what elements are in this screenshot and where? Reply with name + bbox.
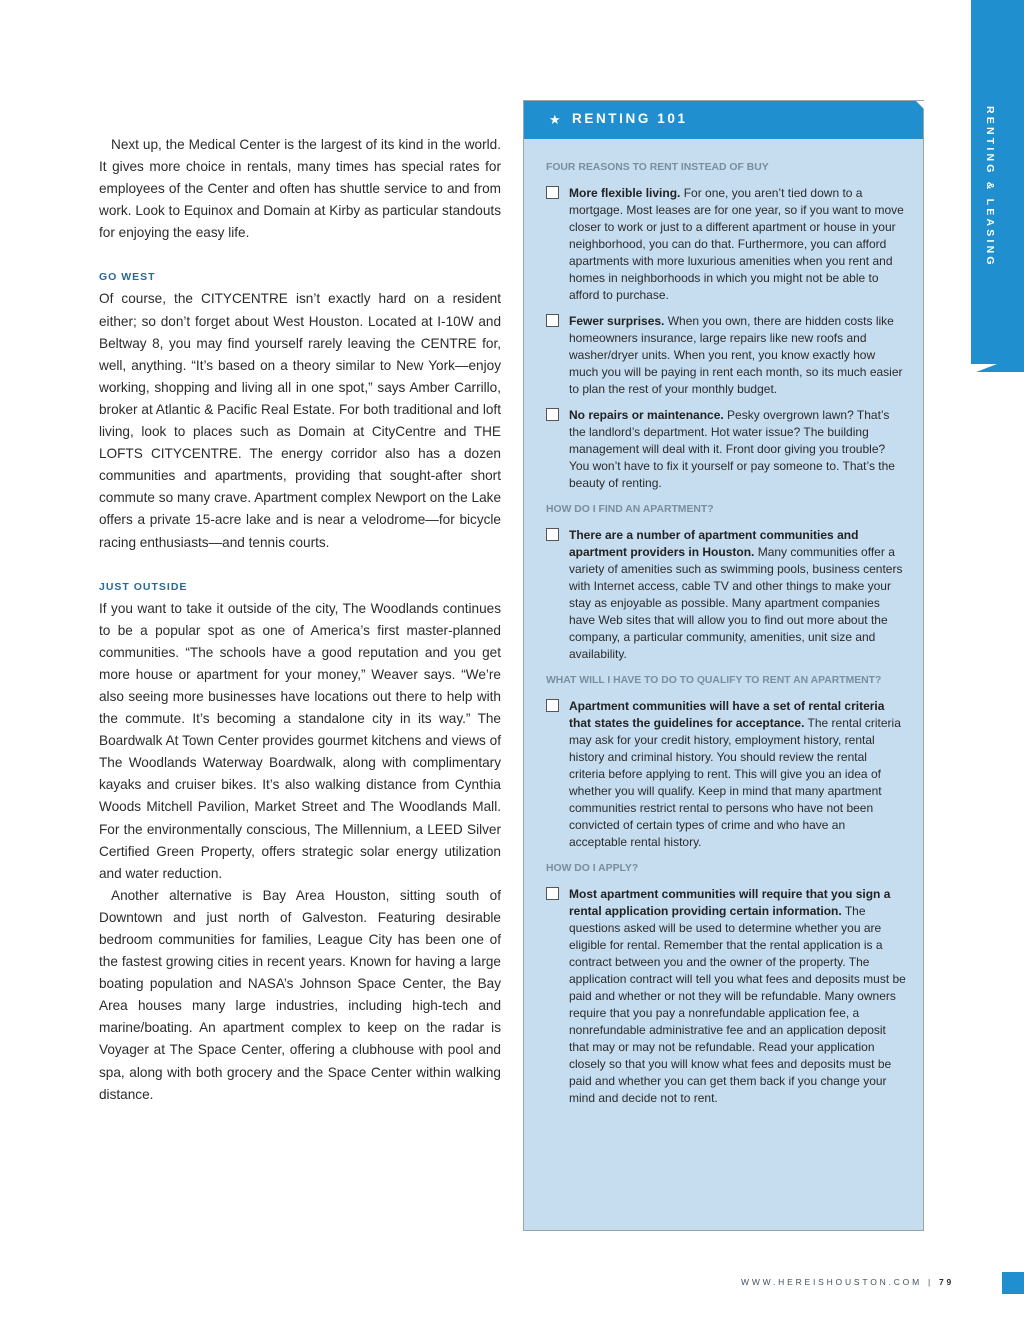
checklist-item bbox=[546, 313, 906, 398]
checklist-item bbox=[546, 698, 906, 851]
checklist-item bbox=[546, 527, 906, 663]
sidebar-title: RENTING 101 bbox=[572, 111, 688, 126]
article-paragraph: Of course, the CITYCENTRE isn’t exactly hard on a resident either; so don’t forget about West Houston. Located at I-10W and Beltway 8, you may find yourself rarely leaving the CENTRE for, well, anything. “It’s based on a theory similar to New York—enjoy working, shopping and living all in one spot,” says Amber Carrillo, broker at Atlantic & Pacific Real Estate. For both traditional and loft living, look to places such as Domain at CityCentre and THE LOFTS CITYCENTRE. The energy corridor also has a dozen communities and apartments, providing that sought-after short commute so many crave. Apartment complex Newport on the Lake offers a private 15-acre lake and is near a velodrome—for bicycle racing enthusiasts—and tennis courts. bbox=[99, 291, 501, 550]
checklist-item bbox=[546, 185, 906, 304]
sidebar-header bbox=[524, 101, 923, 139]
footer-accent-square bbox=[1002, 1272, 1024, 1294]
checklist-item bbox=[546, 886, 906, 1107]
checklist-item bbox=[546, 407, 906, 492]
item-text: Pesky overgrown lawn? That’s the landlord’s department. Hot water issue? The building management will deal with it. Front door giving you trouble? You won’t have to fix it yourself or pay someone to. That’s the beauty of renting. bbox=[569, 408, 895, 490]
subhead-just-outside: JUST OUTSIDE bbox=[99, 580, 188, 593]
checkbox-icon bbox=[546, 528, 559, 541]
article-column bbox=[99, 134, 501, 1106]
renting-101-sidebar bbox=[523, 100, 924, 1231]
sidebar-question: HOW DO I APPLY? bbox=[546, 863, 639, 874]
article-paragraph: Another alternative is Bay Area Houston, sitting south of Downtown and just north of Galveston. Featuring desirable bedroom communities for families, League City has been one of the fastest growing cities in recent years. Known for having a large boating population and NASA’s Johnson Space Center, the Bay Area houses many large industries, including high-tech and marine/boating. An apartment complex to keep on the radar is Voyager at The Space Center, offering a clubhouse with pool and spa, along with both grocery and the Space Center within walking distance. bbox=[99, 887, 501, 1102]
checkbox-icon bbox=[546, 314, 559, 327]
page-footer bbox=[741, 1277, 954, 1287]
sidebar-question: WHAT WILL I HAVE TO DO TO QUALIFY TO RENT AN APARTMENT? bbox=[546, 675, 882, 686]
page-number: 79 bbox=[938, 1277, 955, 1287]
sidebar-question: FOUR REASONS TO RENT INSTEAD OF BUY bbox=[546, 162, 769, 173]
subhead-go-west: GO WEST bbox=[99, 271, 156, 284]
footer-separator: | bbox=[927, 1277, 933, 1287]
item-text: The questions asked will be used to determine whether you are eligible for rental. Remember that the rental application is a contract between you and the owner of the property. The application contract will tell you what fees and deposits must be paid and whether or not they will be refundable. Many owners require that you pay a nonrefundable application fee, a nonrefundable administrative fee and an application deposit that may or may not be refundable. Read your application closely so that you will know what fees and deposits must be paid and whether you can get them back if you change your mind and decide not to rent. bbox=[569, 904, 906, 1105]
item-lead: There are a number of apartment communities and apartment providers in Houston. bbox=[569, 528, 859, 559]
item-text: The rental criteria may ask for your credit history, employment history, rental history and criminal history. You should review the rental criteria before applying to rent. This will give you an idea of whether you will qualify. Keep in mind that many apartment communities restrict rental to persons who have not been convicted of certain types of crime and who have an acceptable rental history. bbox=[569, 716, 901, 849]
sidebar-body bbox=[546, 159, 906, 1116]
section-tab-label: RENTING & LEASING bbox=[984, 106, 996, 268]
item-lead: Most apartment communities will require that you sign a rental application providing certain information. bbox=[569, 887, 891, 918]
star-icon: ★ bbox=[549, 112, 561, 127]
footer-url: WWW.HEREISHOUSTON.COM bbox=[741, 1277, 922, 1287]
item-lead: More flexible living. bbox=[569, 186, 681, 200]
checkbox-icon bbox=[546, 408, 559, 421]
checkbox-icon bbox=[546, 699, 559, 712]
item-lead: No repairs or maintenance. bbox=[569, 408, 724, 422]
item-text: Many communities offer a variety of amenities such as swimming pools, business centers with Internet access, cable TV and other things to make your stay as enjoyable as possible. Many apartment companies have Web sites that will allow you to find out more about the company, a particular community, amenities, unit size and availability. bbox=[569, 545, 903, 661]
item-lead: Apartment communities will have a set of rental criteria that states the guidelines for acceptance. bbox=[569, 699, 885, 730]
article-paragraph: If you want to take it outside of the city, The Woodlands continues to be a popular spot as one of America’s first master-planned communities. “The schools have a good reputation and you get more house or apartment for your money,” Weaver says. “We’re also seeing more businesses have locations out there to help with the commute. It’s becoming a standalone city in its way.” The Boardwalk At Town Center provides gourmet kitchens and views of The Woodlands Waterway Boardwalk, along with complimentary kayaks and cruiser bikes. It’s also walking distance from Cynthia Woods Mitchell Pavilion, Market Street and The Woodlands Mall. For the environmentally conscious, The Millennium, a LEED Silver Certified Green Property, offers strategic solar energy utilization and water reduction. bbox=[99, 600, 501, 881]
item-text: For one, you aren’t tied down to a mortgage. Most leases are for one year, so if you want to move closer to work or just to a different apartment or house in your neighborhood, you can do that. Furthermore, you can afford apartments with more luxurious amenities when you rent and homes in neighborhoods in which you might not be able to afford to purchase. bbox=[569, 186, 904, 302]
item-lead: Fewer surprises. bbox=[569, 314, 665, 328]
article-paragraph: Next up, the Medical Center is the largest of its kind in the world. It gives more choice in rentals, many times has special rates for employees of the Center and often has shuttle service to and from work. Look to Equinox and Domain at Kirby as particular standouts for enjoying the easy life. bbox=[99, 137, 501, 241]
section-tab bbox=[971, 0, 1024, 372]
item-text: When you own, there are hidden costs like homeowners insurance, large repairs like new roofs and washer/dryer units. When you rent, you know exactly how much you will be paying in rent each month, so its much easier to plan the rest of your monthly budget. bbox=[569, 314, 903, 396]
sidebar-question: HOW DO I FIND AN APARTMENT? bbox=[546, 504, 714, 515]
checkbox-icon bbox=[546, 887, 559, 900]
checkbox-icon bbox=[546, 186, 559, 199]
